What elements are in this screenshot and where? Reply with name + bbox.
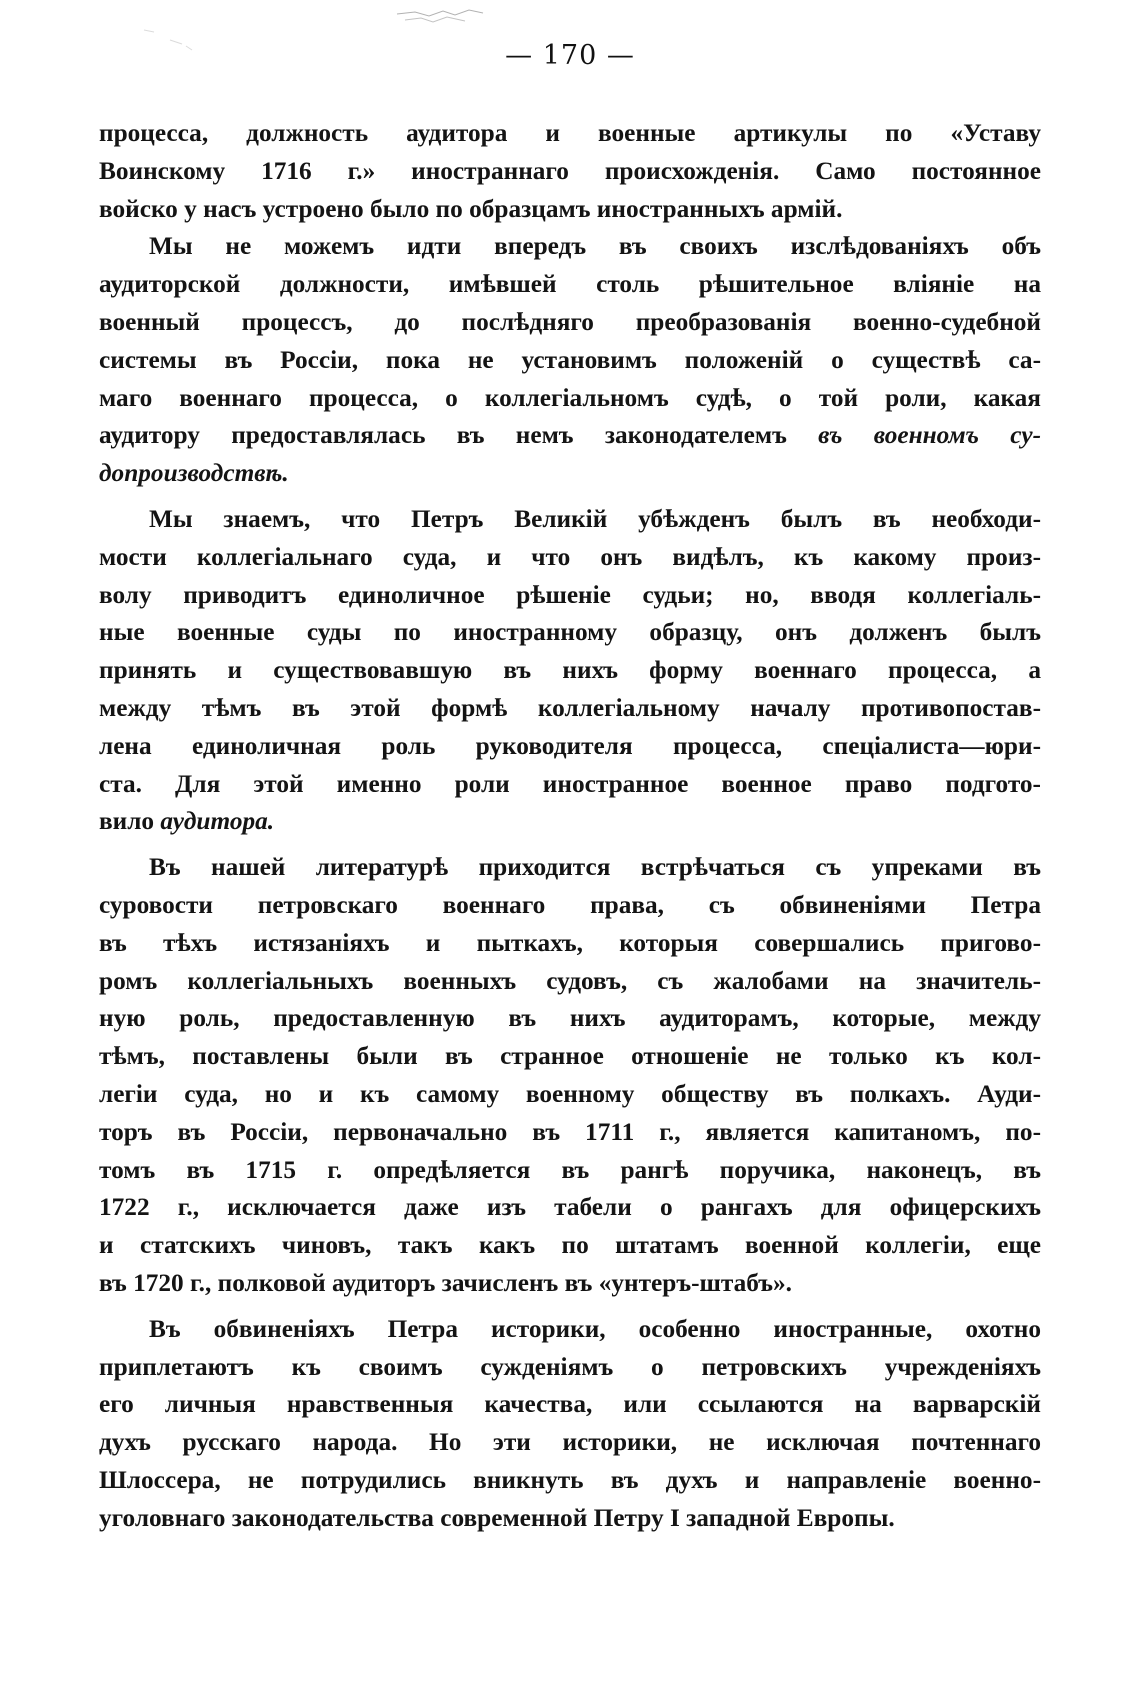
scan-artifact-top xyxy=(395,6,485,28)
text-line: 1722 г., исключается даже изъ табели о рангахъ для офицерскихъ xyxy=(99,1193,1041,1222)
text-line: ные военные суды по иностранному образцу, онъ долженъ былъ xyxy=(99,618,1041,647)
text-line: торъ въ Россіи, первоначально въ 1711 г., является капитаномъ, по- xyxy=(99,1117,1041,1146)
text-line: процесса, должность аудитора и военные артикулы по «Уставу xyxy=(99,119,1041,147)
text-line: между тѣмъ въ этой формѣ коллегіальному началу противопостав- xyxy=(99,693,1041,722)
text-line: войско у насъ устроено было по образцамъ иностранныхъ армій. xyxy=(99,194,843,223)
text-line: его личныя нравственныя качества, или ссылаются на варварскій xyxy=(99,1390,1041,1419)
text-line: Въ нашей литературѣ приходится встрѣчаться съ упреками въ xyxy=(149,853,1041,882)
text-line: ста. Для этой именно роли иностранное военное право подгото- xyxy=(99,769,1041,798)
text-line: суровости петровскаго военнаго права, съ обвиненіями Петра xyxy=(99,890,1041,919)
page-number: — 170 — xyxy=(505,40,635,71)
text-line: Въ обвиненіяхъ Петра историки, особенно иностранные, охотно xyxy=(149,1314,1041,1343)
text-line: томъ въ 1715 г. опредѣляется въ рангѣ поручика, наконецъ, въ xyxy=(99,1155,1041,1184)
text-line: ромъ коллегіальныхъ военныхъ судовъ, съ жалобами на значитель- xyxy=(99,966,1041,995)
italic-phrase: въ военномъ су- xyxy=(818,421,1041,450)
text-line: военный процессъ, до послѣдняго преобразованія военно-судебной xyxy=(99,307,1041,336)
text-line: Шлоссера, не потрудились вникнуть въ духъ и направленіе военно- xyxy=(99,1465,1041,1494)
text-line: духъ русскаго народа. Но эти историки, не исключая почтеннаго xyxy=(99,1428,1041,1457)
text-segment: аудитору предоставлялась въ немъ законодателемъ xyxy=(99,421,819,450)
text-line: лена единоличная роль руководителя процесса, спеціалиста—юри- xyxy=(99,731,1041,760)
text-line: Мы не можемъ идти впередъ въ своихъ изслѣдованіяхъ объ xyxy=(149,232,1041,261)
text-line-with-italic xyxy=(99,417,1041,455)
text-line: Мы знаемъ, что Петръ Великій убѣжденъ былъ въ необходи- xyxy=(149,504,1041,533)
text-line: ную роль, предоставленную въ нихъ аудиторамъ, которые, между xyxy=(99,1004,1041,1033)
text-line: маго военнаго процесса, о коллегіальномъ судѣ, о той роли, какая xyxy=(99,383,1041,412)
text-line: въ тѣхъ истязаніяхъ и пыткахъ, которыя совершались пригово- xyxy=(99,928,1041,957)
body-text xyxy=(99,115,1041,1537)
text-line: системы въ Россіи, пока не установимъ положеній о существѣ са- xyxy=(99,345,1041,374)
italic-phrase: допроизводствѣ. xyxy=(99,459,289,488)
text-line: приплетаютъ къ своимъ сужденіямъ о петровскихъ учрежденіяхъ xyxy=(99,1352,1041,1381)
text-line: Воинскому 1716 г.» иностраннаго происхожденія. Само постоянное xyxy=(99,156,1041,185)
text-line: тѣмъ, поставлены были въ странное отношеніе не только къ кол- xyxy=(99,1042,1041,1071)
text-line: мости коллегіальнаго суда, и что онъ видѣлъ, къ какому произ- xyxy=(99,542,1041,571)
text-line: аудиторской должности, имѣвшей столь рѣшительное вліяніе на xyxy=(99,270,1041,299)
text-segment: вило xyxy=(99,807,161,836)
italic-word: аудитора. xyxy=(160,807,275,836)
text-line: въ 1720 г., полковой аудиторъ зачисленъ въ «унтеръ-штабъ». xyxy=(99,1268,792,1297)
text-line: уголовнаго законодательства современной Петру I западной Европы. xyxy=(99,1503,895,1532)
text-line: легіи суда, но и къ самому военному обществу въ полкахъ. Ауди- xyxy=(99,1079,1041,1108)
text-line-with-italic xyxy=(99,803,1041,841)
text-line: принять и существовавшую въ нихъ форму военнаго процесса, а xyxy=(99,656,1041,685)
text-line: и статскихъ чиновъ, такъ какъ по штатамъ военной коллегіи, еще xyxy=(99,1231,1041,1260)
text-line: волу приводитъ единоличное рѣшеніе судьи; но, вводя коллегіаль- xyxy=(99,580,1041,609)
